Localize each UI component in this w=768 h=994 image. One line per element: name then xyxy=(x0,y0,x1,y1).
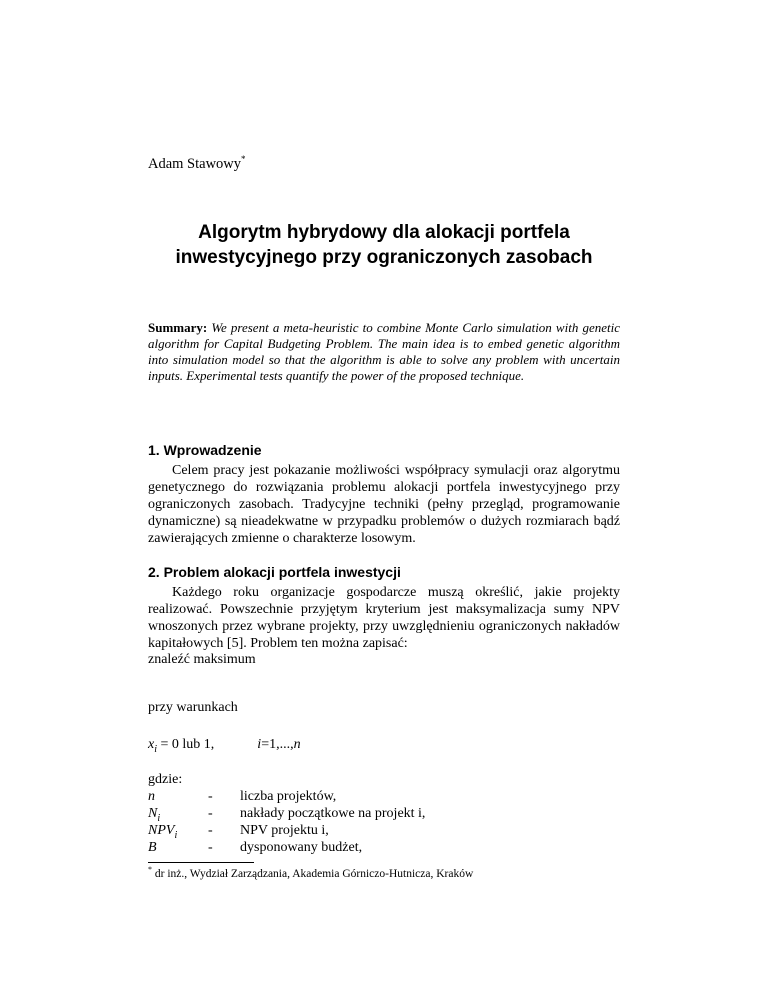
where-label: gdzie: xyxy=(148,772,183,787)
definition-description: NPV projektu i, xyxy=(240,823,329,838)
definition-row xyxy=(148,823,620,841)
definition-symbol: B xyxy=(148,840,157,855)
author-footnote-mark: * xyxy=(241,154,246,165)
definition-symbol: n xyxy=(148,789,155,804)
definition-dash: - xyxy=(208,806,213,821)
summary-text: We present a meta-heuristic to combine Monte Carlo simulation with genetic algorithm for Capital Budgeting Problem. The main idea is to embed genetic algorithm into simulation model so that the algorithm is able to solve any problem with uncertain inputs. Experimental tests quantify the power of the proposed technique. xyxy=(148,320,620,383)
definition-dash: - xyxy=(208,823,213,838)
footnote-rule xyxy=(148,862,254,863)
section-1-heading: 1. Wprowadzenie xyxy=(148,442,262,458)
conditions-text: przy warunkach xyxy=(148,700,238,715)
paper-title xyxy=(140,220,628,270)
footnote: * dr inż., Wydział Zarządzania, Akademia Górniczo-Hutnicza, Kraków xyxy=(148,865,474,880)
definition-symbol: $N_i$ xyxy=(148,806,161,824)
definition-row xyxy=(148,789,620,807)
definition-dash: - xyxy=(208,840,213,855)
title-line-1: Algorytm hybrydowy dla alokacji portfela xyxy=(198,222,570,243)
definition-dash: - xyxy=(208,789,213,804)
definition-description: liczba projektów, xyxy=(240,789,337,804)
section-2-heading: 2. Problem alokacji portfela inwestycji xyxy=(148,564,401,580)
summary-label: Summary: xyxy=(148,320,208,335)
definition-row xyxy=(148,840,620,858)
definition-row xyxy=(148,806,620,824)
binary-constraint: $x_i = 0$ lub 1, i=1,...,n xyxy=(148,737,301,755)
definition-description: nakłady początkowe na projekt i, xyxy=(240,806,426,821)
author-name: Adam Stawowy* xyxy=(148,154,246,172)
section-1-paragraph: Celem pracy jest pokazanie możliwości współpracy symulacji oraz algorytmu genetycznego do rozwiązania problemu alokacji portfela inwestycyjnego przy ograniczonych zasobach. Tradycyjne techniki (pełny przegląd, programowanie dynamiczne) są nieadekwatne w przypadku problemów o dużych rozmiarach bądź zawierających zmienne o charakterze losowym. xyxy=(148,463,620,546)
summary-abstract xyxy=(148,320,620,384)
find-maximum-text: znaleźć maksimum xyxy=(148,652,256,667)
definition-description: dysponowany budżet, xyxy=(240,840,363,855)
section-2-paragraph: Każdego roku organizacje gospodarcze muszą określić, jakie projekty realizować. Powszechnie przyjętym kryterium jest maksymalizacja sumy NPV wnoszonych przez wybrane projekty, przy uwzględnieniu ograniczonych nakładów kapitałowych [5]. Problem ten można zapisać: xyxy=(148,585,620,651)
definition-symbol: $NPV_i$ xyxy=(148,823,178,841)
title-line-2: inwestycyjnego przy ograniczonych zasobach xyxy=(175,247,593,268)
